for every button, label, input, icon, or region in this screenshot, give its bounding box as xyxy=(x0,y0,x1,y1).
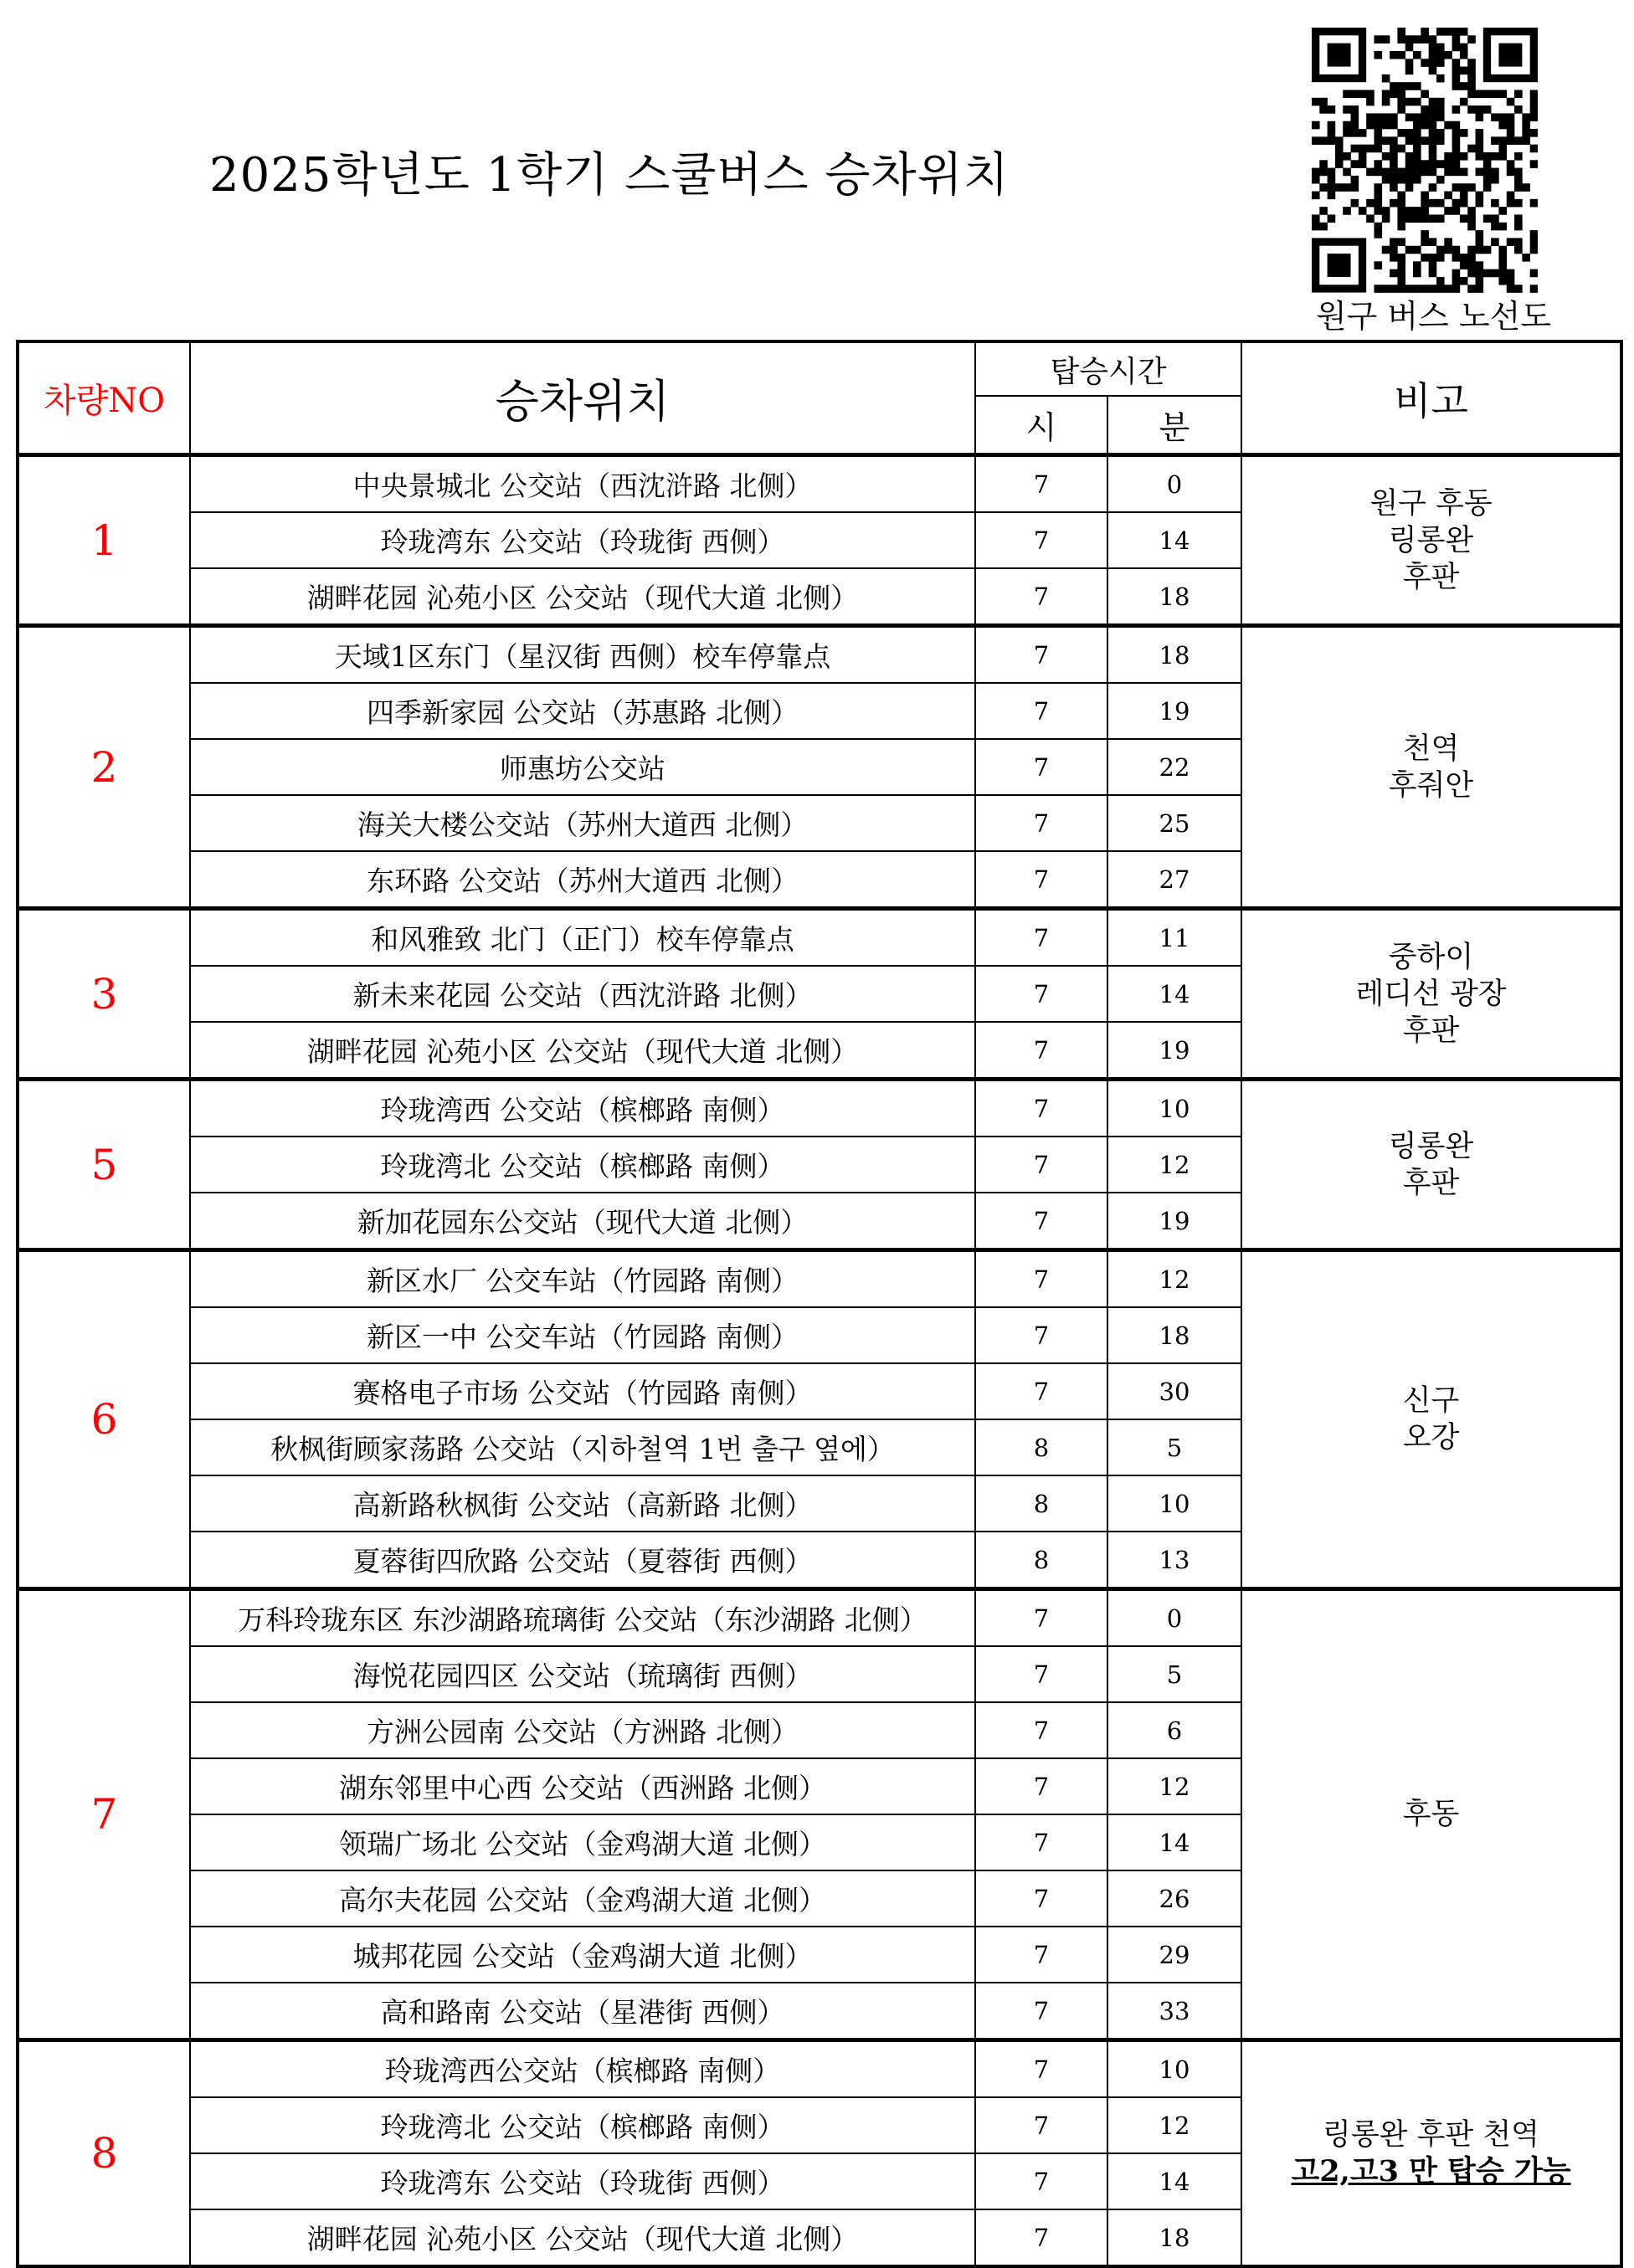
stop-location: 湖畔花园 沁苑小区 公交站（现代大道 北侧） xyxy=(190,568,975,626)
note-line: 링롱완 xyxy=(1388,523,1474,557)
table-row xyxy=(18,2040,1621,2098)
boarding-hour: 7 xyxy=(975,966,1107,1022)
boarding-minute: 10 xyxy=(1107,1475,1241,1532)
car-number: 3 xyxy=(18,909,190,1080)
note-line: 링롱완 후판 천역 xyxy=(1323,2118,1539,2152)
note-cell xyxy=(1241,1589,1621,2040)
boarding-minute: 13 xyxy=(1107,1532,1241,1589)
stop-location: 海关大楼公交站（苏州大道西 北侧） xyxy=(190,795,975,851)
boarding-hour: 7 xyxy=(975,1758,1107,1814)
car-number: 7 xyxy=(18,1589,190,2040)
table-row xyxy=(18,455,1621,513)
table-row xyxy=(18,626,1621,684)
boarding-hour: 8 xyxy=(975,1419,1107,1475)
bus-group-5 xyxy=(18,1080,1621,1250)
stop-location: 方洲公园南 公交站（方洲路 北侧） xyxy=(190,1702,975,1758)
stop-location: 湖畔花园 沁苑小区 公交站（现代大道 北侧） xyxy=(190,1022,975,1080)
boarding-hour: 7 xyxy=(975,455,1107,513)
boarding-minute: 12 xyxy=(1107,1137,1241,1193)
boarding-minute: 27 xyxy=(1107,851,1241,909)
boarding-minute: 6 xyxy=(1107,1702,1241,1758)
boarding-minute: 19 xyxy=(1107,1022,1241,1080)
stop-location: 玲珑湾西公交站（槟榔路 南侧） xyxy=(190,2040,975,2098)
boarding-hour: 7 xyxy=(975,1814,1107,1870)
note-line: 원구 후동 xyxy=(1369,486,1493,521)
car-number: 1 xyxy=(18,455,190,626)
boarding-minute: 29 xyxy=(1107,1927,1241,1983)
stop-location: 中央景城北 公交站（西沈浒路 北侧） xyxy=(190,455,975,513)
boarding-minute: 11 xyxy=(1107,909,1241,967)
boarding-minute: 5 xyxy=(1107,1419,1241,1475)
note-line: 링롱완 xyxy=(1388,1129,1474,1163)
note-line: 후줘안 xyxy=(1388,768,1474,803)
boarding-hour: 7 xyxy=(975,1137,1107,1193)
header-hour: 시 xyxy=(975,396,1107,455)
note-line: 레디선 광장 xyxy=(1355,977,1507,1011)
boarding-minute: 14 xyxy=(1107,2153,1241,2209)
table-row xyxy=(18,1080,1621,1137)
qr-code[interactable] xyxy=(1312,28,1538,295)
bus-group-2 xyxy=(18,626,1621,909)
boarding-hour: 7 xyxy=(975,626,1107,684)
boarding-minute: 0 xyxy=(1107,455,1241,513)
stop-location: 秋枫街顾家荡路 公交站（지하철역 1번 출구 옆에） xyxy=(190,1419,975,1475)
boarding-minute: 14 xyxy=(1107,512,1241,568)
boarding-minute: 14 xyxy=(1107,966,1241,1022)
boarding-minute: 30 xyxy=(1107,1363,1241,1419)
boarding-hour: 7 xyxy=(975,1589,1107,1647)
boarding-hour: 7 xyxy=(975,568,1107,626)
stop-location: 海悦花园四区 公交站（琉璃街 西侧） xyxy=(190,1646,975,1702)
boarding-hour: 7 xyxy=(975,1022,1107,1080)
boarding-minute: 26 xyxy=(1107,1870,1241,1927)
boarding-minute: 0 xyxy=(1107,1589,1241,1647)
bus-group-1 xyxy=(18,455,1621,626)
note-cell xyxy=(1241,909,1621,1080)
boarding-hour: 7 xyxy=(975,1363,1107,1419)
boarding-minute: 19 xyxy=(1107,683,1241,739)
bus-schedule-table xyxy=(16,340,1623,2268)
page-title: 2025학년도 1학기 스쿨버스 승차위치 xyxy=(209,148,1010,203)
boarding-hour: 7 xyxy=(975,683,1107,739)
boarding-minute: 10 xyxy=(1107,2040,1241,2098)
note-line: 신구 xyxy=(1402,1384,1460,1418)
boarding-hour: 7 xyxy=(975,1870,1107,1927)
stop-location: 玲珑湾东 公交站（玲珑街 西侧） xyxy=(190,512,975,568)
boarding-hour: 7 xyxy=(975,909,1107,967)
boarding-hour: 7 xyxy=(975,1646,1107,1702)
table-row xyxy=(18,1250,1621,1308)
boarding-hour: 7 xyxy=(975,1080,1107,1137)
boarding-hour: 7 xyxy=(975,1307,1107,1363)
note-cell xyxy=(1241,626,1621,909)
stop-location: 新区一中 公交车站（竹园路 南侧） xyxy=(190,1307,975,1363)
boarding-hour: 7 xyxy=(975,2040,1107,2098)
boarding-hour: 7 xyxy=(975,739,1107,795)
note-cell xyxy=(1241,2040,1621,2267)
note-line: 중하이 xyxy=(1388,940,1474,974)
boarding-minute: 12 xyxy=(1107,1758,1241,1814)
stop-location: 高尔夫花园 公交站（金鸡湖大道 北侧） xyxy=(190,1870,975,1927)
boarding-hour: 7 xyxy=(975,2153,1107,2209)
header-minute: 분 xyxy=(1107,396,1241,455)
stop-location: 玲珑湾东 公交站（玲珑街 西侧） xyxy=(190,2153,975,2209)
header-boarding-time: 탑승시간 xyxy=(975,341,1241,396)
header-location: 승차위치 xyxy=(190,341,975,455)
note-line: 후동 xyxy=(1402,1798,1460,1831)
stop-location: 领瑞广场北 公交站（金鸡湖大道 北侧） xyxy=(190,1814,975,1870)
stop-location: 高和路南 公交站（星港街 西侧） xyxy=(190,1983,975,2040)
boarding-hour: 7 xyxy=(975,851,1107,909)
note-emphasis: 고2,고3 만 탑승 가능 xyxy=(1291,2154,1571,2188)
boarding-minute: 5 xyxy=(1107,1646,1241,1702)
car-number: 2 xyxy=(18,626,190,909)
car-number: 8 xyxy=(18,2040,190,2267)
bus-group-3 xyxy=(18,909,1621,1080)
boarding-hour: 7 xyxy=(975,1702,1107,1758)
boarding-minute: 18 xyxy=(1107,1307,1241,1363)
stop-location: 湖畔花园 沁苑小区 公交站（现代大道 北侧） xyxy=(190,2209,975,2266)
boarding-hour: 7 xyxy=(975,1250,1107,1308)
note-line: 오강 xyxy=(1402,1421,1460,1455)
boarding-hour: 7 xyxy=(975,512,1107,568)
boarding-minute: 18 xyxy=(1107,626,1241,684)
boarding-minute: 33 xyxy=(1107,1983,1241,2040)
stop-location: 天域1区东门（星汉街 西侧）校车停靠点 xyxy=(190,626,975,684)
boarding-minute: 18 xyxy=(1107,2209,1241,2266)
table-row xyxy=(18,1589,1621,1647)
boarding-hour: 7 xyxy=(975,1927,1107,1983)
stop-location: 师惠坊公交站 xyxy=(190,739,975,795)
boarding-hour: 7 xyxy=(975,2209,1107,2266)
car-number: 6 xyxy=(18,1250,190,1589)
bus-group-6 xyxy=(18,1250,1621,1589)
stop-location: 城邦花园 公交站（金鸡湖大道 北侧） xyxy=(190,1927,975,1983)
stop-location: 新未来花园 公交站（西沈浒路 北侧） xyxy=(190,966,975,1022)
boarding-minute: 12 xyxy=(1107,2097,1241,2153)
boarding-hour: 8 xyxy=(975,1532,1107,1589)
boarding-minute: 10 xyxy=(1107,1080,1241,1137)
stop-location: 四季新家园 公交站（苏惠路 北侧） xyxy=(190,683,975,739)
stop-location: 湖东邻里中心西 公交站（西洲路 北侧） xyxy=(190,1758,975,1814)
note-line: 천역 xyxy=(1402,731,1460,766)
boarding-minute: 25 xyxy=(1107,795,1241,851)
note-line: 후판 xyxy=(1402,1166,1460,1200)
boarding-minute: 12 xyxy=(1107,1250,1241,1308)
note-cell xyxy=(1241,1250,1621,1589)
boarding-minute: 18 xyxy=(1107,568,1241,626)
header-note: 비고 xyxy=(1241,341,1621,455)
boarding-hour: 8 xyxy=(975,1475,1107,1532)
boarding-hour: 7 xyxy=(975,795,1107,851)
note-cell xyxy=(1241,1080,1621,1250)
stop-location: 东环路 公交站（苏州大道西 北侧） xyxy=(190,851,975,909)
stop-location: 新区水厂 公交车站（竹园路 南侧） xyxy=(190,1250,975,1308)
bus-group-8 xyxy=(18,2040,1621,2267)
stop-location: 高新路秋枫街 公交站（高新路 北侧） xyxy=(190,1475,975,1532)
boarding-hour: 7 xyxy=(975,2097,1107,2153)
table-row xyxy=(18,909,1621,967)
stop-location: 玲珑湾北 公交站（槟榔路 南侧） xyxy=(190,2097,975,2153)
car-number: 5 xyxy=(18,1080,190,1250)
boarding-minute: 14 xyxy=(1107,1814,1241,1870)
stop-location: 万科玲珑东区 东沙湖路琉璃街 公交站（东沙湖路 北侧） xyxy=(190,1589,975,1647)
boarding-hour: 7 xyxy=(975,1983,1107,2040)
stop-location: 玲珑湾西 公交站（槟榔路 南侧） xyxy=(190,1080,975,1137)
qr-caption: 원구 버스 노선도 xyxy=(1315,298,1552,335)
header-car-no: 차량NO xyxy=(18,341,190,455)
bus-group-7 xyxy=(18,1589,1621,2040)
stop-location: 新加花园东公交站（现代大道 北侧） xyxy=(190,1193,975,1250)
note-line: 후판 xyxy=(1402,1013,1460,1048)
boarding-minute: 22 xyxy=(1107,739,1241,795)
boarding-hour: 7 xyxy=(975,1193,1107,1250)
note-cell xyxy=(1241,455,1621,626)
stop-location: 玲珑湾北 公交站（槟榔路 南侧） xyxy=(190,1137,975,1193)
stop-location: 夏蓉街四欣路 公交站（夏蓉街 西侧） xyxy=(190,1532,975,1589)
boarding-minute: 19 xyxy=(1107,1193,1241,1250)
note-line: 후판 xyxy=(1402,560,1460,594)
stop-location: 和风雅致 北门（正门）校车停靠点 xyxy=(190,909,975,967)
stop-location: 赛格电子市场 公交站（竹园路 南侧） xyxy=(190,1363,975,1419)
